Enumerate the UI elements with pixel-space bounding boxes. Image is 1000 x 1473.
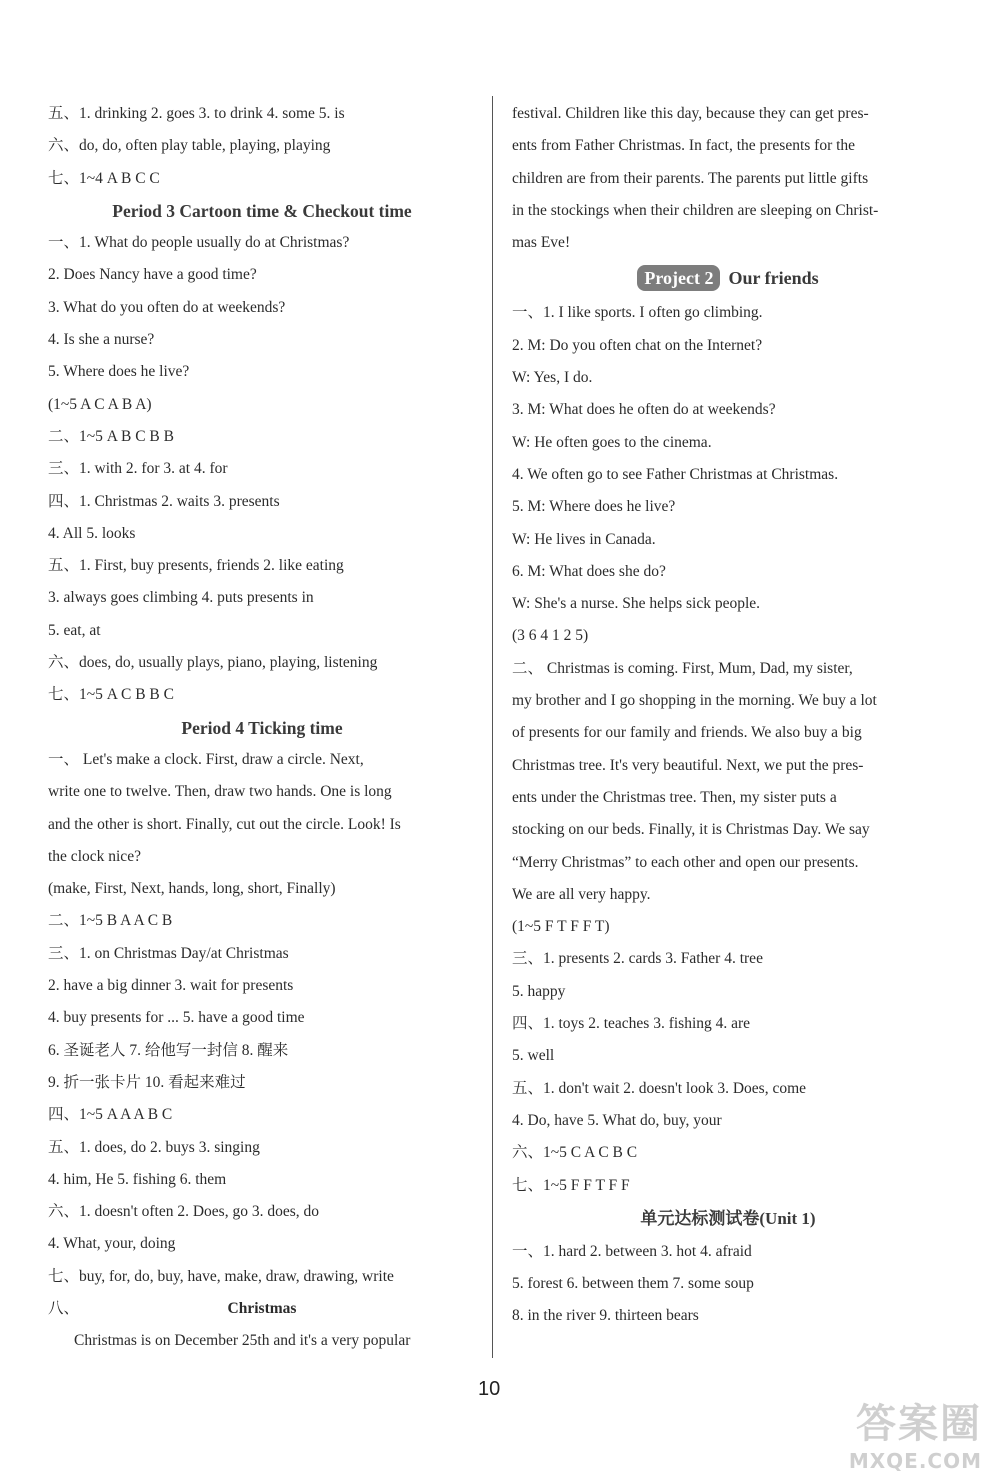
answer-line: 五、1. First, buy presents, friends 2. like eating: [48, 557, 344, 575]
answer-line: 5. Where does he live?: [48, 363, 190, 381]
answer-line: 4. All 5. looks: [48, 524, 136, 542]
section-heading: 单元达标测试卷(Unit 1): [640, 1208, 816, 1228]
answer-line: mas Eve!: [512, 234, 571, 252]
answer-line: my brother and I go shopping in the morning. We buy a lot: [512, 692, 877, 710]
answer-line: the clock nice?: [48, 847, 141, 865]
answer-line: W: Yes, I do.: [512, 369, 593, 387]
left-column: [48, 98, 476, 1358]
answer-line: 六、1. doesn't often 2. Does, go 3. does, do: [48, 1203, 320, 1221]
answer-line: 2. M: Do you often chat on the Internet?: [512, 336, 763, 354]
right-column: [512, 98, 944, 1333]
answer-line: W: He often goes to the cinema.: [512, 433, 712, 451]
answer-line: Christmas tree. It's very beautiful. Next, we put the pres-: [512, 756, 864, 774]
answer-line: 四、1~5 A A A B C: [48, 1106, 173, 1124]
answer-line: (3 6 4 1 2 5): [512, 627, 589, 645]
watermark-url: MXQE.COM: [848, 1449, 982, 1473]
answer-line: 6. 圣诞老人 7. 给他写一封信 8. 醒来: [48, 1041, 289, 1059]
answer-line: 四、1. Christmas 2. waits 3. presents: [48, 492, 280, 510]
answer-line: 2. Does Nancy have a good time?: [48, 266, 257, 284]
answer-line: 三、1. with 2. for 3. at 4. for: [48, 460, 228, 478]
answer-line: 五、1. drinking 2. goes 3. to drink 4. some 5. is: [48, 105, 345, 122]
answer-line: in the stockings when their children are sleeping on Christ-: [512, 201, 879, 219]
answer-line: 3. M: What does he often do at weekends?: [512, 401, 776, 419]
answer-line: 六、do, do, often play table, playing, playing: [48, 137, 331, 155]
answer-line: 4. buy presents for ... 5. have a good time: [48, 1009, 305, 1027]
answer-line: 9. 折一张卡片 10. 看起来难过: [48, 1073, 246, 1091]
answer-line: children are from their parents. The parents put little gifts: [512, 169, 869, 187]
answer-line: W: He lives in Canada.: [512, 530, 656, 548]
answer-line: [48, 1293, 476, 1325]
answer-line: 4. We often go to see Father Christmas at Christmas.: [512, 465, 839, 483]
answer-line: 一、1. I like sports. I often go climbing.: [512, 304, 763, 322]
answer-line: write one to twelve. Then, draw two hands. One is long: [48, 783, 392, 801]
answer-line: 二、1~5 B A A C B: [48, 912, 173, 930]
answer-line: of presents for our family and friends. We also buy a big: [512, 724, 862, 742]
answer-line: 5. forest 6. between them 7. some soup: [512, 1275, 754, 1293]
project-title: Our friends: [728, 268, 819, 289]
answer-line: (1~5 F T F F T): [512, 918, 610, 936]
answer-line: 5. happy: [512, 982, 566, 1000]
answer-line: 5. well: [512, 1047, 555, 1065]
answer-line: 6. M: What does she do?: [512, 562, 666, 580]
answer-line: 一、1. What do people usually do at Christmas?: [48, 234, 350, 252]
answer-line: W: She's a nurse. She helps sick people.: [512, 595, 761, 613]
answer-line: 七、1~5 A C B B C: [48, 686, 174, 704]
watermark-logo-text: 答案圈: [856, 1401, 982, 1447]
answer-line: 一、 Let's make a clock. First, draw a circle. Next,: [48, 750, 364, 768]
project-badge: Project 2: [637, 265, 720, 291]
answer-line: 一、1. hard 2. between 3. hot 4. afraid: [512, 1242, 752, 1260]
answer-line: 七、buy, for, do, buy, have, make, draw, drawing, write: [48, 1267, 394, 1285]
answer-line: Christmas is on December 25th and it's a very popular: [74, 1332, 411, 1350]
answer-line: 六、1~5 C A C B C: [512, 1144, 638, 1162]
answer-line: 3. What do you often do at weekends?: [48, 298, 286, 316]
answer-line: 五、1. does, do 2. buys 3. singing: [48, 1138, 260, 1156]
answer-line: 4. him, He 5. fishing 6. them: [48, 1170, 227, 1188]
answer-line: 二、 Christmas is coming. First, Mum, Dad, my sister,: [512, 659, 853, 677]
answer-line: 三、1. on Christmas Day/at Christmas: [48, 944, 289, 962]
answer-line: 5. M: Where does he live?: [512, 498, 676, 516]
answer-line: 三、1. presents 2. cards 3. Father 4. tree: [512, 950, 763, 968]
answer-line: We are all very happy.: [512, 885, 651, 903]
answer-line: 四、1. toys 2. teaches 3. fishing 4. are: [512, 1015, 751, 1033]
column-divider: [492, 96, 493, 1358]
watermark: [849, 1392, 982, 1473]
answer-line: ents from Father Christmas. In fact, the presents for the: [512, 137, 856, 155]
section-heading: [512, 259, 944, 297]
answer-line: 2. have a big dinner 3. wait for presents: [48, 977, 294, 995]
passage-title: Christmas: [227, 1299, 297, 1317]
section-heading: Period 4 Ticking time: [181, 717, 343, 738]
answer-line: 4. What, your, doing: [48, 1235, 176, 1253]
answer-line: 8. in the river 9. thirteen bears: [512, 1307, 699, 1325]
answer-line: 七、1~4 A B C C: [48, 169, 160, 187]
answer-line: (1~5 A C A B A): [48, 395, 152, 413]
answer-line: stocking on our beds. Finally, it is Christmas Day. We say: [512, 821, 870, 839]
answer-line: 六、does, do, usually plays, piano, playing, listening: [48, 654, 378, 672]
section-heading: Period 3 Cartoon time & Checkout time: [112, 200, 412, 221]
answer-line: 4. Do, have 5. What do, buy, your: [512, 1111, 722, 1129]
page-number: 10: [478, 1378, 501, 1400]
answer-line: 5. eat, at: [48, 621, 101, 639]
answer-line: and the other is short. Finally, cut out the circle. Look! Is: [48, 815, 401, 833]
answer-line: 4. Is she a nurse?: [48, 331, 155, 349]
section-number: 八、: [48, 1299, 80, 1317]
answer-line: 五、1. don't wait 2. doesn't look 3. Does, come: [512, 1079, 807, 1097]
answer-line: ents under the Christmas tree. Then, my sister puts a: [512, 788, 837, 806]
answer-line: festival. Children like this day, because they can get pres-: [512, 105, 869, 122]
answer-line: 二、1~5 A B C B B: [48, 427, 174, 445]
answer-line: 七、1~5 F F T F F: [512, 1176, 630, 1194]
answer-line: (make, First, Next, hands, long, short, Finally): [48, 880, 336, 898]
answer-line: 3. always goes climbing 4. puts presents in: [48, 589, 314, 607]
answer-line: “Merry Christmas” to each other and open our presents.: [512, 853, 859, 871]
